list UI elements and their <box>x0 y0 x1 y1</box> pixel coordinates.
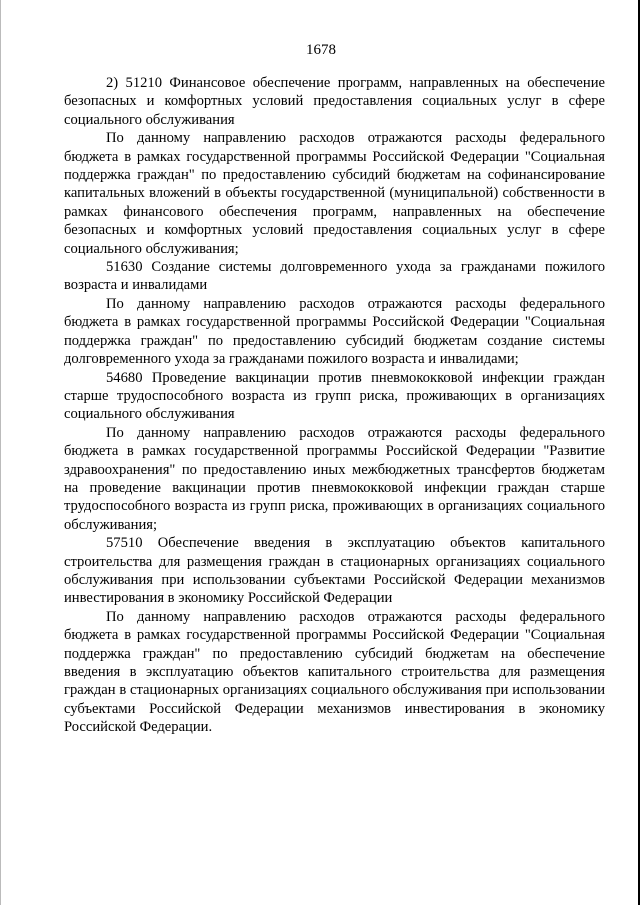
paragraph-57510-heading: 57510 Обеспечение введения в эксплуатацию объектов капитального строительства для размещения граждан в стационарных организациях социального обслуживания при использовании субъектами Российской Федерации механизмов инвестирования в экономику Российской Федерации <box>64 535 605 607</box>
paragraph-51630-description: По данному направлению расходов отражаются расходы федерального бюджета в рамках государственной программы Российской Федерации "Социальная поддержка граждан" по предоставлению субсидий бюджетам создание системы долговременного ухода за гражданами пожилого возраста и инвалидами; <box>64 295 605 368</box>
paragraph-57510-description: По данному направлению расходов отражаются расходы федерального бюджета в рамках государственной программы Российской Федерации "Социальная поддержка граждан" по предоставлению субсидий бюджетам на обеспечение введения в эксплуатацию объектов капитального строительства для размещения граждан в стационарных организациях социального обслуживания при использовании субъектами Российской Федерации механизмов инвестирования в экономику Российской Федерации. <box>64 608 605 736</box>
paragraph-51630-heading: 51630 Создание системы долговременного ухода за гражданами пожилого возраста и инвалидами <box>64 259 605 294</box>
page-number: 1678 <box>306 42 336 58</box>
paragraph-54680-heading: 54680 Проведение вакцинации против пневмококковой инфекции граждан старше трудоспособного возраста из групп риска, проживающих в организациях социального обслуживания <box>64 369 605 423</box>
paragraph-54680-description: По данному направлению расходов отражаются расходы федерального бюджета в рамках государственной программы Российской Федерации "Развитие здравоохранения" по предоставлению иных межбюджетных трансфертов бюджетам на проведение вакцинации против пневмококковой инфекции граждан старше трудоспособного возраста из групп риска, проживающих в организациях социального обслуживания; <box>64 424 605 533</box>
document-body <box>64 74 605 737</box>
paragraph-51210-description: По данному направлению расходов отражаются расходы федерального бюджета в рамках государственной программы Российской Федерации "Социальная поддержка граждан" по предоставлению субсидий бюджетам на софинансирование капитальных вложений в объекты государственной (муниципальной) собственности в рамках финансового обеспечения программ, направленных на обеспечение безопасных и комфортных условий предоставления социальных услуг в сфере социального обслуживания; <box>64 130 605 257</box>
paragraph-51210-heading: 2) 51210 Финансовое обеспечение программ, направленных на обеспечение безопасных и комфортных условий предоставления социальных услуг в сфере социального обслуживания <box>64 75 605 128</box>
